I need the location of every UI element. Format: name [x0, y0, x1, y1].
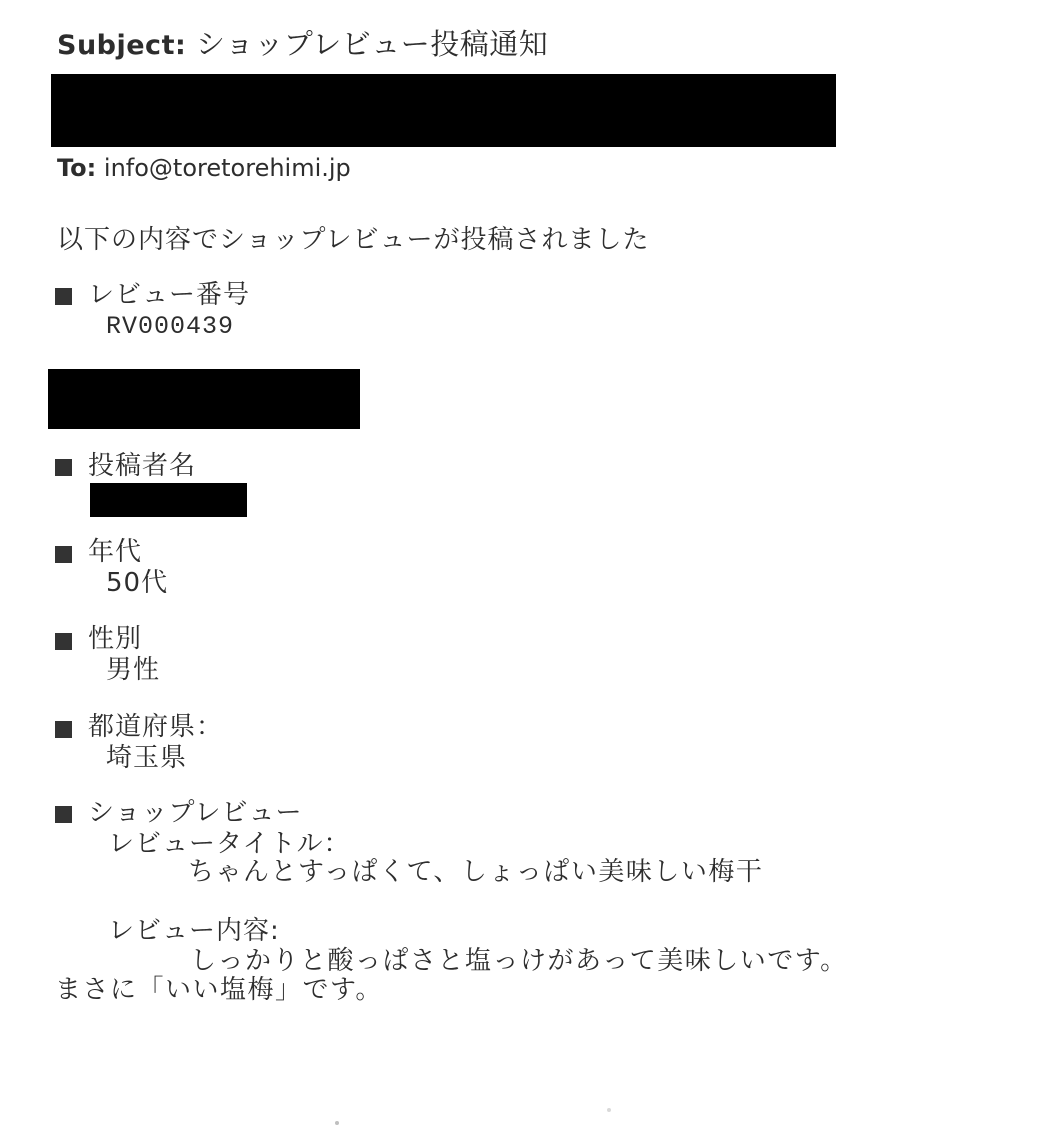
scan-noise-dot [335, 1121, 339, 1125]
field-review-number-label: レビュー番号 [88, 280, 251, 310]
bullet-square-icon [55, 546, 72, 563]
bullet-square-icon [55, 459, 72, 476]
review-title-value: ちゃんとすっぱくて、しょっぱい美味しい梅干 [188, 857, 764, 887]
field-age-value: 50代 [106, 568, 169, 598]
to-label: To: [57, 154, 97, 182]
field-gender-label: 性別 [88, 624, 143, 654]
subject-text: ショップレビュー投稿通知 [196, 27, 549, 61]
review-content-line2: まさに「いい塩梅」です。 [55, 975, 383, 1005]
bullet-square-icon [55, 806, 72, 823]
redaction-bar-header [51, 74, 836, 147]
redaction-bar-sender-info [48, 369, 360, 429]
scan-noise-dot [607, 1108, 611, 1112]
field-prefecture-value: 埼玉県 [106, 743, 188, 773]
intro-text: 以下の内容でショップレビューが投稿されました [57, 225, 650, 255]
subject-line [57, 28, 548, 61]
review-title-label: レビュータイトル： [108, 829, 351, 859]
bullet-square-icon [55, 721, 72, 738]
field-prefecture-label: 都道府県： [88, 712, 224, 742]
to-value: info@toretorehimi.jp [103, 154, 351, 182]
field-poster-name-label: 投稿者名 [88, 451, 197, 481]
field-gender-value: 男性 [106, 655, 161, 685]
field-review-number-value: RV000439 [106, 312, 235, 341]
redaction-bar-poster-name [90, 483, 247, 517]
bullet-square-icon [55, 288, 72, 305]
to-line [57, 155, 351, 183]
field-age-label: 年代 [88, 537, 143, 567]
subject-label: Subject: [57, 30, 187, 61]
review-content-line1: しっかりと酸っぱさと塩っけがあって美味しいです。 [190, 946, 848, 976]
bullet-square-icon [55, 633, 72, 650]
field-shop-review-label: ショップレビュー [88, 798, 303, 828]
review-content-label: レビュー内容: [108, 916, 280, 946]
